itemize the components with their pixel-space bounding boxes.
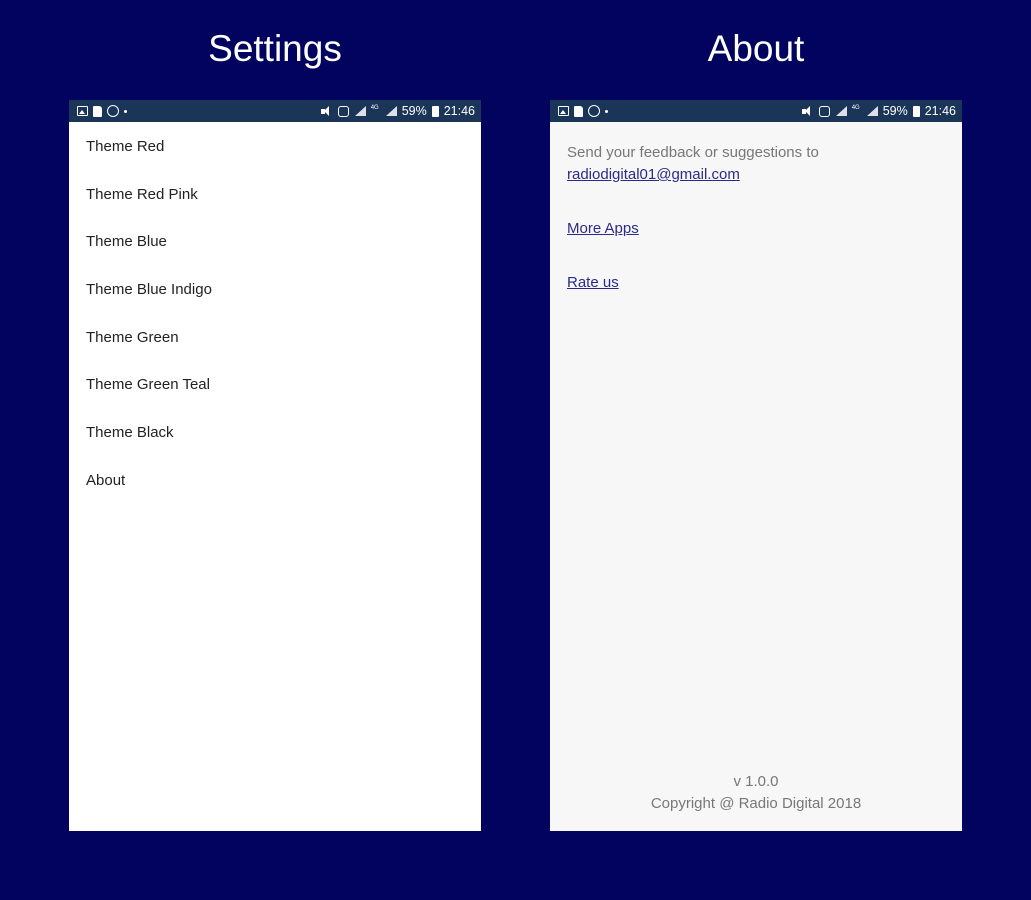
about-screen — [550, 100, 962, 831]
image-icon — [77, 106, 88, 116]
battery-percent: 59% — [882, 104, 908, 118]
dot-icon — [605, 110, 608, 113]
copyright-text: Copyright @ Radio Digital 2018 — [650, 795, 862, 812]
image-icon — [558, 106, 569, 116]
signal-icon — [835, 106, 847, 116]
battery-icon — [432, 106, 439, 117]
sdcard-icon — [574, 106, 583, 117]
settings-list — [69, 122, 481, 518]
status-bar-left — [77, 105, 127, 117]
settings-item-about[interactable]: About — [86, 471, 126, 489]
signal-icon — [354, 106, 366, 116]
mute-icon — [802, 106, 814, 117]
about-caption: About — [707, 28, 805, 69]
lte-icon: 4G — [370, 105, 379, 111]
settings-item-theme-blue[interactable]: Theme Blue — [86, 233, 167, 251]
whatsapp-icon — [588, 105, 600, 117]
status-bar-left — [558, 105, 608, 117]
signal-icon — [385, 106, 397, 116]
nfc-icon — [819, 106, 830, 117]
settings-item-theme-blue-indigo[interactable]: Theme Blue Indigo — [86, 281, 212, 299]
mute-icon — [321, 106, 333, 117]
settings-screen — [69, 100, 481, 831]
lte-icon: 4G — [851, 105, 860, 111]
dot-icon — [124, 110, 127, 113]
settings-item-theme-green-teal[interactable]: Theme Green Teal — [86, 376, 210, 394]
sdcard-icon — [93, 106, 102, 117]
feedback-text: Send your feedback or suggestions to — [567, 144, 819, 161]
battery-icon — [913, 106, 920, 117]
status-time: 21:46 — [443, 104, 475, 118]
about-content — [550, 122, 962, 294]
version-text: v 1.0.0 — [733, 773, 779, 790]
settings-item-theme-green[interactable]: Theme Green — [86, 328, 179, 346]
rate-us-link[interactable]: Rate us — [567, 274, 619, 291]
settings-caption: Settings — [208, 28, 342, 69]
more-apps-link[interactable]: More Apps — [567, 220, 639, 237]
nfc-icon — [338, 106, 349, 117]
status-bar — [69, 100, 481, 122]
settings-item-theme-black[interactable]: Theme Black — [86, 424, 174, 442]
whatsapp-icon — [107, 105, 119, 117]
status-bar-right — [321, 104, 475, 118]
settings-item-theme-red-pink[interactable]: Theme Red Pink — [86, 185, 198, 203]
signal-icon — [866, 106, 878, 116]
battery-percent: 59% — [401, 104, 427, 118]
status-bar-right — [802, 104, 956, 118]
about-footer — [550, 771, 962, 815]
settings-item-theme-red[interactable]: Theme Red — [86, 138, 165, 155]
email-link[interactable]: radiodigital01@gmail.com — [567, 166, 740, 183]
status-bar — [550, 100, 962, 122]
status-time: 21:46 — [924, 104, 956, 118]
